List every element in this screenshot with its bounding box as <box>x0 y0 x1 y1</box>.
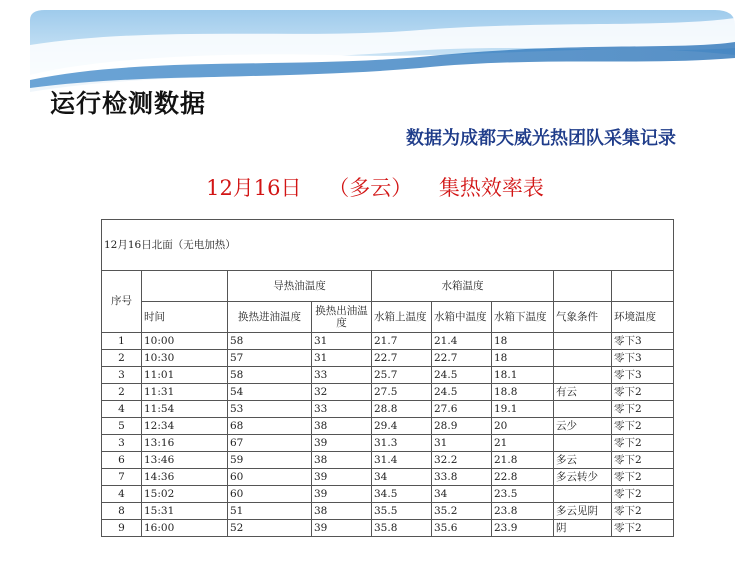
cell-seq: 6 <box>102 452 142 469</box>
cell-oil-out: 39 <box>312 469 372 486</box>
cell-weather: 多云转少 <box>554 469 612 486</box>
cell-time: 13:46 <box>142 452 228 469</box>
cell-oil-out: 39 <box>312 435 372 452</box>
cell-seq: 5 <box>102 418 142 435</box>
header-oil-temp: 导热油温度 <box>228 271 372 302</box>
cell-weather <box>554 401 612 418</box>
cell-ambient: 零下2 <box>612 418 674 435</box>
cell-ambient: 零下2 <box>612 384 674 401</box>
column-header: 时间 <box>142 302 228 333</box>
cell-tank-top: 31.4 <box>372 452 432 469</box>
cell-seq: 7 <box>102 469 142 486</box>
table-row <box>102 367 674 384</box>
cell-weather: 多云 <box>554 452 612 469</box>
cell-tank-mid: 33.8 <box>432 469 492 486</box>
cell-oil-in: 67 <box>228 435 312 452</box>
table-row <box>102 333 674 350</box>
cell-weather <box>554 435 612 452</box>
cell-ambient: 零下2 <box>612 520 674 537</box>
cell-tank-bottom: 23.8 <box>492 503 554 520</box>
cell-tank-mid: 35.6 <box>432 520 492 537</box>
cell-tank-mid: 24.5 <box>432 384 492 401</box>
subtitle-date: 12月16日 <box>206 176 302 200</box>
cell-ambient: 零下2 <box>612 401 674 418</box>
subtitle-weather: （多云） <box>328 176 413 200</box>
cell-tank-mid: 34 <box>432 486 492 503</box>
cell-weather: 多云见阴 <box>554 503 612 520</box>
cell-oil-in: 54 <box>228 384 312 401</box>
cell-seq: 2 <box>102 350 142 367</box>
cell-tank-bottom: 18 <box>492 350 554 367</box>
cell-ambient: 零下2 <box>612 435 674 452</box>
cell-oil-out: 39 <box>312 486 372 503</box>
cell-tank-top: 35.8 <box>372 520 432 537</box>
efficiency-table <box>101 219 674 537</box>
cell-tank-top: 34.5 <box>372 486 432 503</box>
cell-ambient: 零下2 <box>612 452 674 469</box>
cell-ambient: 零下2 <box>612 503 674 520</box>
cell-tank-top: 31.3 <box>372 435 432 452</box>
cell-tank-mid: 35.2 <box>432 503 492 520</box>
cell-oil-in: 51 <box>228 503 312 520</box>
cell-tank-top: 29.4 <box>372 418 432 435</box>
cell-oil-out: 33 <box>312 401 372 418</box>
cell-seq: 8 <box>102 503 142 520</box>
cell-time: 11:01 <box>142 367 228 384</box>
cell-tank-mid: 22.7 <box>432 350 492 367</box>
cell-ambient: 零下3 <box>612 350 674 367</box>
header-seq: 序号 <box>102 271 142 333</box>
header-blank <box>554 271 612 302</box>
cell-weather <box>554 333 612 350</box>
cell-oil-in: 60 <box>228 469 312 486</box>
cell-tank-top: 22.7 <box>372 350 432 367</box>
cell-seq: 1 <box>102 333 142 350</box>
slide-title: 运行检测数据 <box>50 89 207 118</box>
cell-tank-top: 34 <box>372 469 432 486</box>
cell-tank-bottom: 23.5 <box>492 486 554 503</box>
cell-time: 15:31 <box>142 503 228 520</box>
cell-ambient: 零下3 <box>612 367 674 384</box>
column-header: 水箱中温度 <box>432 302 492 333</box>
cell-tank-top: 25.7 <box>372 367 432 384</box>
table-row <box>102 469 674 486</box>
table-row <box>102 503 674 520</box>
table-row <box>102 401 674 418</box>
cell-tank-bottom: 21 <box>492 435 554 452</box>
cell-weather: 有云 <box>554 384 612 401</box>
cell-time: 11:31 <box>142 384 228 401</box>
cell-weather <box>554 367 612 384</box>
cell-tank-mid: 28.9 <box>432 418 492 435</box>
cell-ambient: 零下3 <box>612 333 674 350</box>
header-blank <box>612 271 674 302</box>
cell-oil-out: 32 <box>312 384 372 401</box>
cell-ambient: 零下2 <box>612 486 674 503</box>
cell-tank-bottom: 18.1 <box>492 367 554 384</box>
cell-oil-in: 58 <box>228 367 312 384</box>
table-row <box>102 486 674 503</box>
cell-oil-out: 38 <box>312 503 372 520</box>
cell-tank-mid: 27.6 <box>432 401 492 418</box>
cell-tank-bottom: 20 <box>492 418 554 435</box>
cell-tank-bottom: 18.8 <box>492 384 554 401</box>
table-row <box>102 452 674 469</box>
column-header: 换热出油温度 <box>312 302 372 333</box>
table-caption: 12月16日北面（无电加热） <box>102 220 674 271</box>
cell-weather: 阴 <box>554 520 612 537</box>
header-wave-banner <box>0 0 750 95</box>
cell-tank-mid: 21.4 <box>432 333 492 350</box>
cell-tank-bottom: 21.8 <box>492 452 554 469</box>
cell-oil-in: 60 <box>228 486 312 503</box>
cell-time: 14:36 <box>142 469 228 486</box>
cell-weather <box>554 486 612 503</box>
cell-tank-bottom: 18 <box>492 333 554 350</box>
cell-tank-top: 35.5 <box>372 503 432 520</box>
cell-tank-bottom: 22.8 <box>492 469 554 486</box>
column-header: 环境温度 <box>612 302 674 333</box>
cell-weather <box>554 350 612 367</box>
table-subtitle <box>0 172 750 202</box>
cell-weather: 云少 <box>554 418 612 435</box>
cell-oil-in: 53 <box>228 401 312 418</box>
header-tank-temp: 水箱温度 <box>372 271 554 302</box>
cell-oil-out: 38 <box>312 418 372 435</box>
cell-oil-out: 39 <box>312 520 372 537</box>
cell-tank-top: 21.7 <box>372 333 432 350</box>
cell-time: 13:16 <box>142 435 228 452</box>
column-header: 换热进油温度 <box>228 302 312 333</box>
cell-oil-in: 58 <box>228 333 312 350</box>
header-blank <box>142 271 228 302</box>
cell-seq: 4 <box>102 401 142 418</box>
table-row <box>102 520 674 537</box>
cell-tank-mid: 31 <box>432 435 492 452</box>
cell-seq: 9 <box>102 520 142 537</box>
cell-tank-top: 27.5 <box>372 384 432 401</box>
table-row <box>102 435 674 452</box>
cell-tank-bottom: 23.9 <box>492 520 554 537</box>
cell-tank-mid: 32.2 <box>432 452 492 469</box>
cell-oil-in: 68 <box>228 418 312 435</box>
cell-oil-in: 59 <box>228 452 312 469</box>
cell-oil-out: 31 <box>312 333 372 350</box>
cell-seq: 4 <box>102 486 142 503</box>
cell-time: 15:02 <box>142 486 228 503</box>
table-row <box>102 384 674 401</box>
table-row <box>102 350 674 367</box>
cell-time: 10:00 <box>142 333 228 350</box>
cell-tank-bottom: 19.1 <box>492 401 554 418</box>
cell-oil-in: 52 <box>228 520 312 537</box>
cell-time: 10:30 <box>142 350 228 367</box>
subtitle-name: 集热效率表 <box>438 176 544 200</box>
cell-time: 16:00 <box>142 520 228 537</box>
cell-ambient: 零下2 <box>612 469 674 486</box>
column-header: 水箱下温度 <box>492 302 554 333</box>
cell-oil-out: 31 <box>312 350 372 367</box>
cell-time: 12:34 <box>142 418 228 435</box>
cell-seq: 3 <box>102 435 142 452</box>
table-row <box>102 418 674 435</box>
cell-oil-out: 33 <box>312 367 372 384</box>
cell-seq: 2 <box>102 384 142 401</box>
cell-oil-out: 38 <box>312 452 372 469</box>
cell-oil-in: 57 <box>228 350 312 367</box>
column-header: 水箱上温度 <box>372 302 432 333</box>
source-note: 数据为成都天威光热团队采集记录 <box>406 128 676 149</box>
cell-seq: 3 <box>102 367 142 384</box>
cell-tank-mid: 24.5 <box>432 367 492 384</box>
column-header: 气象条件 <box>554 302 612 333</box>
cell-tank-top: 28.8 <box>372 401 432 418</box>
cell-time: 11:54 <box>142 401 228 418</box>
